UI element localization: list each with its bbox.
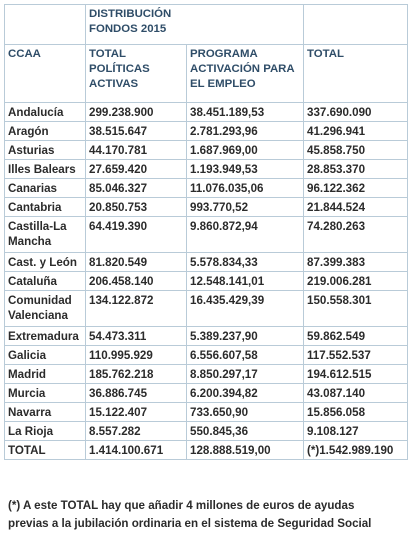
cell-ccaa: Navarra — [5, 403, 86, 422]
cell-ccaa: La Rioja — [5, 422, 86, 441]
cell-ccaa: Aragón — [5, 122, 86, 141]
table-row — [5, 179, 408, 198]
cell-programa: 1.193.949,53 — [187, 160, 304, 179]
cell-ccaa: Cast. y León — [5, 253, 86, 272]
cell-programa: 993.770,52 — [187, 198, 304, 217]
cell-total-politicas: 85.046.327 — [86, 179, 187, 198]
table-row — [5, 327, 408, 346]
cell-programa: 8.850.297,17 — [187, 365, 304, 384]
group-header-row — [5, 5, 408, 45]
cell-total-politicas: 36.886.745 — [86, 384, 187, 403]
cell-total: 117.552.537 — [304, 346, 408, 365]
total-row — [5, 441, 408, 460]
cell-total: 21.844.524 — [304, 198, 408, 217]
cell-programa: 5.578.834,33 — [187, 253, 304, 272]
cell-ccaa: TOTAL — [5, 441, 86, 460]
cell-ccaa: Extremadura — [5, 327, 86, 346]
cell-programa: 128.888.519,00 — [187, 441, 304, 460]
cell-programa: 16.435.429,39 — [187, 291, 304, 327]
cell-total: 59.862.549 — [304, 327, 408, 346]
cell-total-politicas: 110.995.929 — [86, 346, 187, 365]
cell-programa: 6.200.394,82 — [187, 384, 304, 403]
cell-total: 41.296.941 — [304, 122, 408, 141]
cell-total-politicas: 134.122.872 — [86, 291, 187, 327]
table-row — [5, 198, 408, 217]
col-header-total: TOTAL — [304, 45, 408, 103]
cell-total: 219.006.281 — [304, 272, 408, 291]
table-row — [5, 384, 408, 403]
cell-ccaa: Andalucía — [5, 103, 86, 122]
cell-programa: 2.781.293,96 — [187, 122, 304, 141]
cell-total: 194.612.515 — [304, 365, 408, 384]
footnote-line-2: previas a la jubilación ordinaria en el sistema de Seguridad Social — [8, 517, 372, 530]
cell-total-politicas: 81.820.549 — [86, 253, 187, 272]
cell-programa: 9.860.872,94 — [187, 217, 304, 253]
table-body — [5, 5, 408, 460]
funds-distribution-table — [4, 4, 408, 460]
cell-ccaa: Cataluña — [5, 272, 86, 291]
table-row — [5, 422, 408, 441]
cell-total-politicas: 206.458.140 — [86, 272, 187, 291]
cell-total-politicas: 38.515.647 — [86, 122, 187, 141]
table-row — [5, 291, 408, 327]
cell-total: 9.108.127 — [304, 422, 408, 441]
cell-ccaa: Canarias — [5, 179, 86, 198]
group-header-label: DISTRIBUCIÓN FONDOS 2015 — [89, 8, 172, 35]
col-header-total-politicas: TOTAL POLÍTICAS ACTIVAS — [86, 45, 187, 103]
col-header-programa: PROGRAMA ACTIVACIÓN PARA EL EMPLEO — [187, 45, 304, 103]
cell-total: 74.280.263 — [304, 217, 408, 253]
cell-ccaa: Castilla-La Mancha — [5, 217, 86, 253]
cell-total-politicas: 15.122.407 — [86, 403, 187, 422]
cell-total: 87.399.383 — [304, 253, 408, 272]
empty-corner-cell — [5, 5, 86, 45]
cell-ccaa: Cantabria — [5, 198, 86, 217]
cell-programa: 11.076.035,06 — [187, 179, 304, 198]
footnote — [8, 497, 408, 533]
table-row — [5, 253, 408, 272]
table-row — [5, 141, 408, 160]
cell-ccaa: Asturias — [5, 141, 86, 160]
cell-total-politicas: 185.762.218 — [86, 365, 187, 384]
cell-total-politicas: 299.238.900 — [86, 103, 187, 122]
table-row — [5, 365, 408, 384]
cell-programa: 6.556.607,58 — [187, 346, 304, 365]
cell-programa: 38.451.189,53 — [187, 103, 304, 122]
table-row — [5, 272, 408, 291]
cell-total-politicas: 64.419.390 — [86, 217, 187, 253]
cell-programa: 733.650,90 — [187, 403, 304, 422]
cell-ccaa: Galicia — [5, 346, 86, 365]
cell-total-politicas: 44.170.781 — [86, 141, 187, 160]
cell-total: 45.858.750 — [304, 141, 408, 160]
cell-total: 28.853.370 — [304, 160, 408, 179]
cell-ccaa: Murcia — [5, 384, 86, 403]
cell-total-politicas: 1.414.100.671 — [86, 441, 187, 460]
col-header-ccaa: CCAA — [5, 45, 86, 103]
table-row — [5, 122, 408, 141]
cell-ccaa: Illes Balears — [5, 160, 86, 179]
table-row — [5, 160, 408, 179]
footnote-line-1: (*) A este TOTAL hay que añadir 4 millones de euros de ayudas — [8, 499, 355, 512]
cell-total: 43.087.140 — [304, 384, 408, 403]
cell-total-politicas: 20.850.753 — [86, 198, 187, 217]
cell-total: 96.122.362 — [304, 179, 408, 198]
cell-ccaa: Comunidad Valenciana — [5, 291, 86, 327]
column-header-row — [5, 45, 408, 103]
cell-programa: 1.687.969,00 — [187, 141, 304, 160]
table-row — [5, 346, 408, 365]
cell-total-politicas: 8.557.282 — [86, 422, 187, 441]
cell-ccaa: Madrid — [5, 365, 86, 384]
cell-total: 150.558.301 — [304, 291, 408, 327]
cell-total: 337.690.090 — [304, 103, 408, 122]
empty-top-right-cell — [304, 5, 408, 45]
cell-programa: 12.548.141,01 — [187, 272, 304, 291]
cell-total-politicas: 27.659.420 — [86, 160, 187, 179]
group-header-cell — [86, 5, 304, 45]
cell-programa: 550.845,36 — [187, 422, 304, 441]
table-row — [5, 403, 408, 422]
cell-total-politicas: 54.473.311 — [86, 327, 187, 346]
cell-total: (*)1.542.989.190 — [304, 441, 408, 460]
table-row — [5, 103, 408, 122]
cell-programa: 5.389.237,90 — [187, 327, 304, 346]
table-row — [5, 217, 408, 253]
cell-total: 15.856.058 — [304, 403, 408, 422]
